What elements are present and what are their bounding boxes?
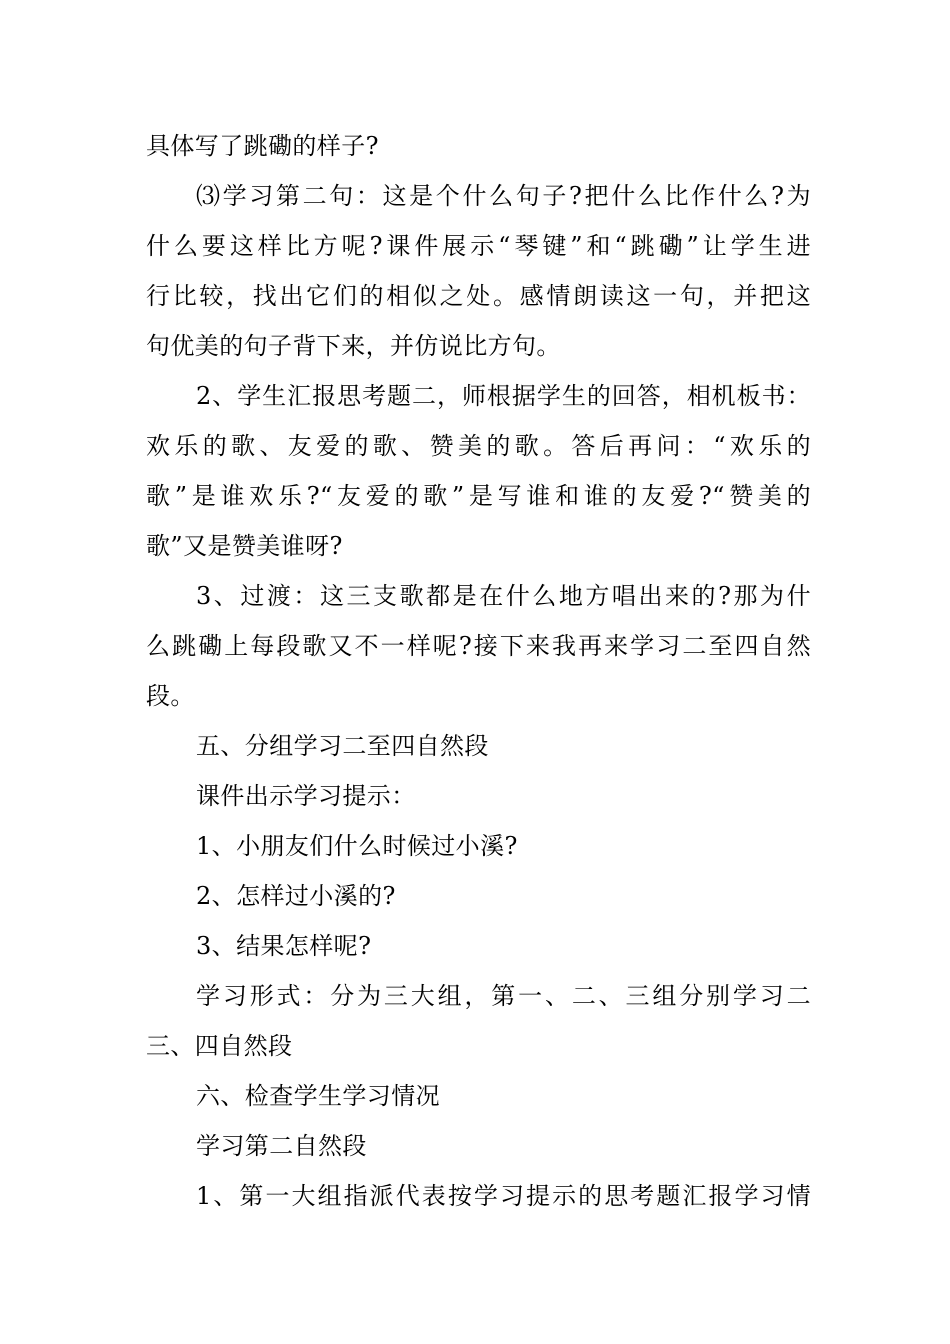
line-text: 具体写了跳磡的样子? [146,132,379,160]
subheading [146,1121,811,1171]
line-text: 1、小朋友们什么时候过小溪? [196,832,518,860]
line-text: 1、第一大组指派代表按学习提示的思考题汇报学习情 [196,1182,811,1210]
line-text: 段。 [146,682,195,710]
list-item-2 [146,871,811,921]
line-text: 六、检查学生学习情况 [196,1082,440,1110]
text-line-4 [146,271,811,321]
line-text: 学习第二自然段 [196,1132,367,1160]
line-text: 句优美的句子背下来，并仿说比方句。 [146,332,561,360]
text-line-19 [146,1021,811,1071]
text-line-3 [146,221,811,271]
line-text: 三、四自然段 [146,1032,293,1060]
line-text: ⑶学习第二句：这是个什么句子?把什么比作什么?为 [196,182,811,210]
text-line-1 [146,121,811,171]
line-text: 什么要这样比方呢?课件展示“琴键”和“跳磡”让学生进 [146,232,811,260]
line-text: 行比较，找出它们的相似之处。感情朗读这一句，并把这 [146,282,811,310]
text-line-22 [146,1171,811,1221]
line-text: 歌”是谁欢乐?“友爱的歌”是写谁和谁的友爱?“赞美的 [146,482,811,510]
line-text: 3、结果怎样呢? [196,932,372,960]
text-line-8 [146,471,811,521]
line-text: 课件出示学习提示： [196,782,416,810]
document-body [146,121,811,1221]
text-line-2 [146,171,811,221]
text-line-10 [146,571,811,621]
list-item-1 [146,821,811,871]
section-heading-5 [146,721,811,771]
line-text: 么跳磡上每段歌又不一样呢?接下来我再来学习二至四自然 [146,632,811,660]
text-line-6 [146,371,811,421]
line-text: 欢乐的歌、友爱的歌、赞美的歌。答后再问：“欢乐的 [146,432,811,460]
line-text: 2、怎样过小溪的? [196,882,396,910]
text-line-11 [146,621,811,671]
line-text: 3、过渡：这三支歌都是在什么地方唱出来的?那为什 [196,582,811,610]
line-text: 2、学生汇报思考题二，师根据学生的回答，相机板书： [196,382,811,410]
text-line-14 [146,771,811,821]
line-text: 歌”又是赞美谁呀? [146,532,343,560]
line-text: 五、分组学习二至四自然段 [196,732,489,760]
text-line-5 [146,321,811,371]
text-line-12 [146,671,811,721]
list-item-3 [146,921,811,971]
line-text: 学习形式：分为三大组，第一、二、三组分别学习二 [196,982,811,1010]
text-line-7 [146,421,811,471]
text-line-18 [146,971,811,1021]
text-line-9 [146,521,811,571]
section-heading-6 [146,1071,811,1121]
